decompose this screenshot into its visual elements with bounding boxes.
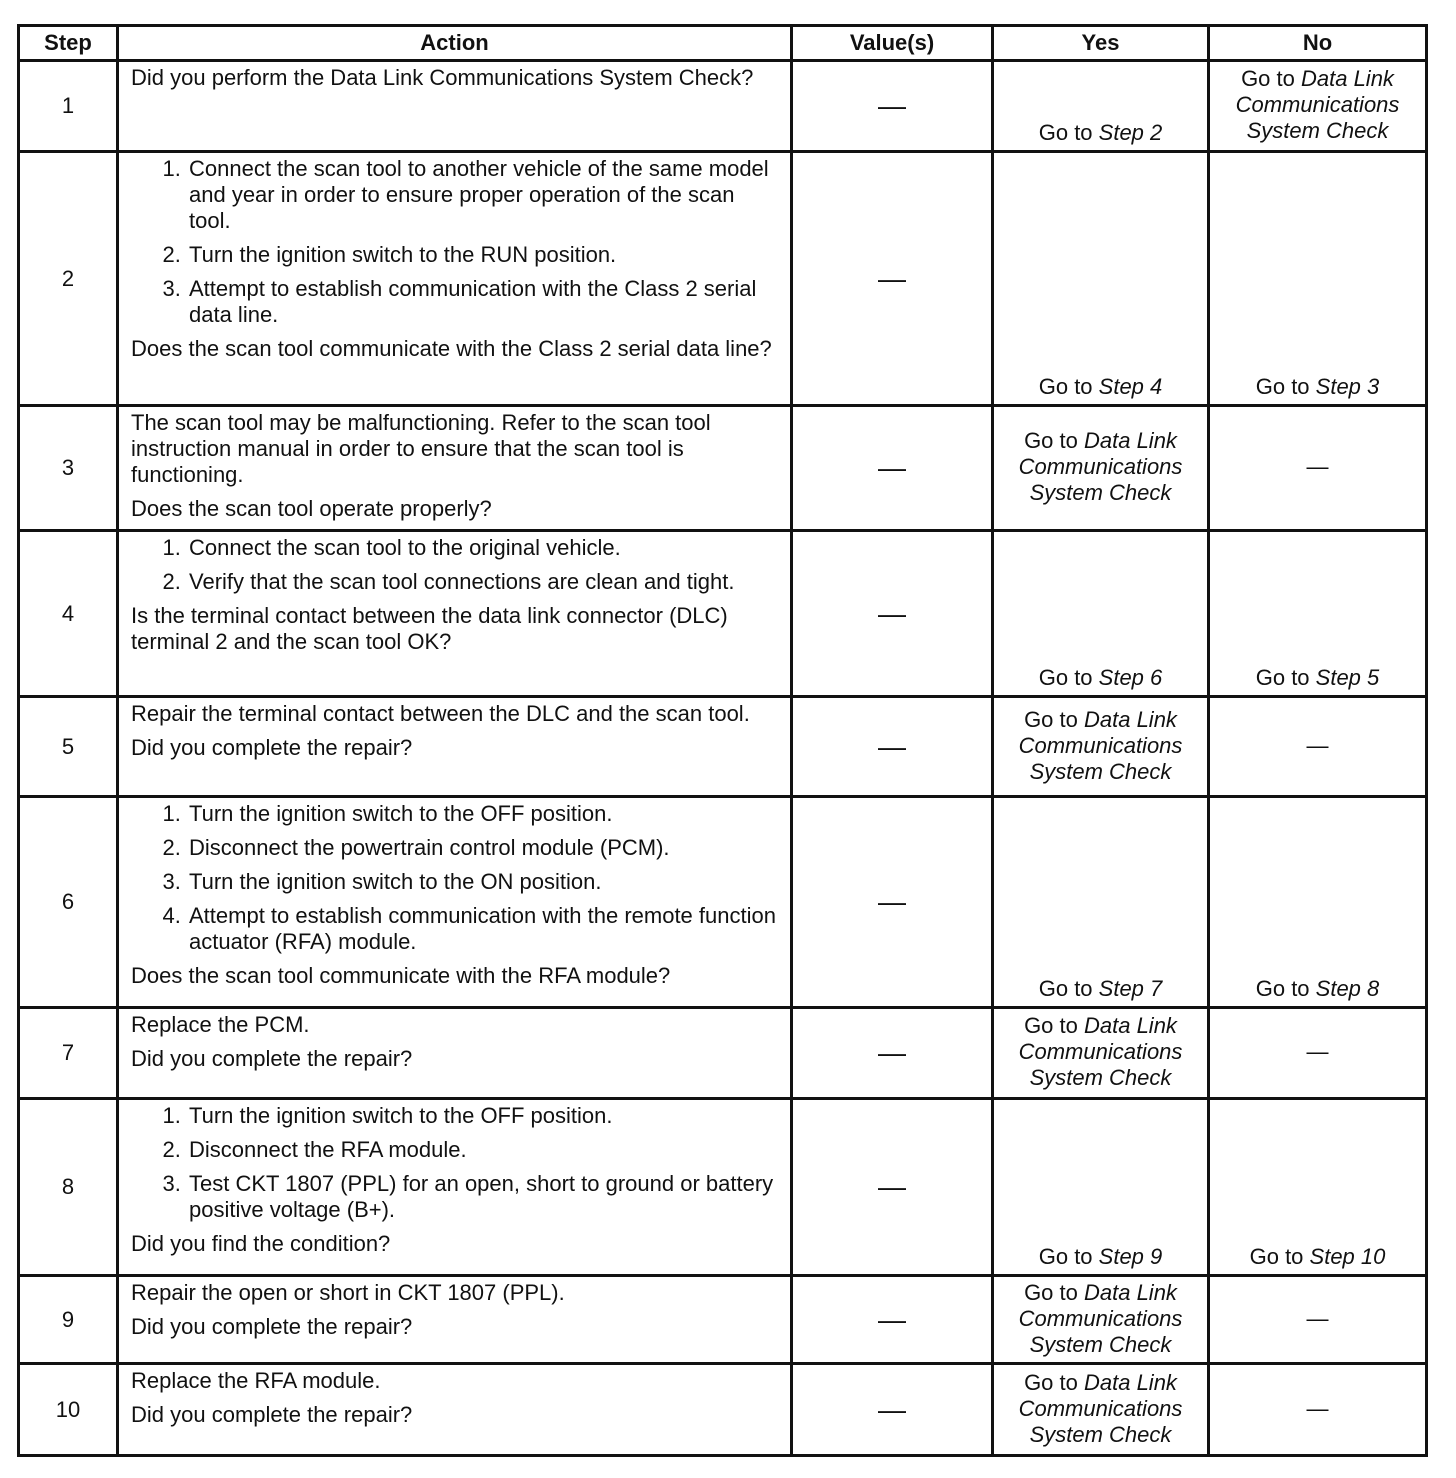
header-action: Action <box>118 26 792 61</box>
yes-cell <box>993 1364 1209 1456</box>
step-number: 5 <box>19 697 118 797</box>
yes-cell <box>993 152 1209 406</box>
yes-goto-reference: Step 6 <box>1098 665 1163 690</box>
action-cell <box>118 152 792 406</box>
yes-goto-reference: Step 7 <box>1098 976 1163 1001</box>
action-step-item: 1. Turn the ignition switch to the OFF position. <box>187 1103 780 1129</box>
yes-cell <box>993 1276 1209 1364</box>
yes-cell <box>993 697 1209 797</box>
no-cell <box>1209 406 1427 531</box>
yes-cell <box>993 797 1209 1008</box>
action-step-item: 1. Connect the scan tool to the original vehicle. <box>187 535 780 561</box>
value-cell: — <box>792 61 993 152</box>
yes-cell <box>993 1008 1209 1099</box>
table-header <box>19 26 1427 61</box>
action-question: Does the scan tool communicate with the RFA module? <box>131 963 671 988</box>
action-step-item: 3. Test CKT 1807 (PPL) for an open, short to ground or battery positive voltage (B+). <box>187 1171 780 1223</box>
action-step-item: 2. Disconnect the RFA module. <box>187 1137 780 1163</box>
yes-goto-text: Go to <box>1024 428 1084 453</box>
no-goto-text: Go to <box>1255 374 1316 399</box>
yes-goto-text: Go to <box>1038 1244 1099 1269</box>
action-text: Repair the terminal contact between the DLC and the scan tool. <box>131 701 750 726</box>
action-cell <box>118 531 792 697</box>
action-cell <box>118 1099 792 1276</box>
action-text: Replace the PCM. <box>131 1012 310 1037</box>
no-goto-reference: Step 3 <box>1315 374 1380 399</box>
no-cell <box>1209 697 1427 797</box>
action-step-item: 2. Verify that the scan tool connections are clean and tight. <box>187 569 780 595</box>
yes-goto-reference: Data Link Communications System Check <box>1018 1369 1183 1447</box>
action-steps-list <box>131 535 780 595</box>
action-cell <box>118 1276 792 1364</box>
no-goto-text: — <box>1306 1395 1329 1421</box>
table-row <box>19 697 1427 797</box>
action-step-item: 3. Attempt to establish communication with the Class 2 serial data line. <box>187 276 780 328</box>
action-step-item: 2. Turn the ignition switch to the RUN position. <box>187 242 780 268</box>
diagnostic-table <box>17 24 1428 1457</box>
action-step-item: 4. Attempt to establish communication with the remote function actuator (RFA) module. <box>187 903 780 955</box>
action-text: Does the scan tool operate properly? <box>131 496 492 521</box>
no-cell <box>1209 531 1427 697</box>
no-goto-reference: Step 10 <box>1309 1244 1386 1269</box>
yes-goto-text: Go to <box>1024 1369 1084 1395</box>
no-cell <box>1209 1099 1427 1276</box>
table-row <box>19 531 1427 697</box>
header-row <box>19 26 1427 61</box>
yes-goto-reference: Step 4 <box>1098 374 1163 399</box>
no-goto-reference: Step 8 <box>1315 976 1380 1001</box>
value-cell: — <box>792 1099 993 1276</box>
value-cell: — <box>792 531 993 697</box>
yes-goto-text: Go to <box>1024 1013 1084 1038</box>
yes-goto-reference: Data Link Communications System Check <box>1018 428 1183 505</box>
no-goto-text: Go to <box>1249 1244 1310 1269</box>
header-step: Step <box>19 26 118 61</box>
action-cell <box>118 1008 792 1099</box>
no-cell <box>1209 152 1427 406</box>
action-cell <box>118 1364 792 1456</box>
action-step-item: 3. Turn the ignition switch to the ON position. <box>187 869 780 895</box>
yes-goto-reference: Step 9 <box>1098 1244 1163 1269</box>
yes-goto-text: Go to <box>1038 665 1099 690</box>
table-row <box>19 797 1427 1008</box>
value-cell: — <box>792 406 993 531</box>
step-number: 10 <box>19 1364 118 1456</box>
value-cell: — <box>792 1276 993 1364</box>
no-goto-text: — <box>1306 1305 1329 1331</box>
header-yes: Yes <box>993 26 1209 61</box>
step-number: 9 <box>19 1276 118 1364</box>
step-number: 7 <box>19 1008 118 1099</box>
header-values: Value(s) <box>792 26 993 61</box>
action-step-item: 1. Turn the ignition switch to the OFF position. <box>187 801 780 827</box>
value-cell: — <box>792 152 993 406</box>
no-cell <box>1209 1008 1427 1099</box>
action-question: Did you find the condition? <box>131 1231 391 1256</box>
step-number: 2 <box>19 152 118 406</box>
action-text: The scan tool may be malfunctioning. Refer to the scan tool instruction manual in order to ensure that the scan tool is functioning. <box>131 410 711 487</box>
yes-goto-text: Go to <box>1038 374 1099 399</box>
no-goto-text: — <box>1306 1039 1329 1064</box>
yes-goto-text: Go to <box>1024 706 1084 732</box>
yes-cell <box>993 531 1209 697</box>
step-number: 6 <box>19 797 118 1008</box>
no-goto-reference: Data Link Communications System Check <box>1235 66 1400 143</box>
action-text: Did you perform the Data Link Communications System Check? <box>131 65 754 90</box>
yes-goto-reference: Data Link Communications System Check <box>1018 706 1183 784</box>
action-steps-list <box>131 801 780 955</box>
action-steps-list <box>131 1103 780 1223</box>
action-text: Did you complete the repair? <box>131 1314 413 1339</box>
no-goto-text: — <box>1306 454 1329 479</box>
table-row <box>19 61 1427 152</box>
table-row <box>19 1008 1427 1099</box>
yes-goto-reference: Step 2 <box>1098 120 1163 145</box>
action-steps-list <box>131 156 780 328</box>
yes-goto-text: Go to <box>1038 976 1099 1001</box>
yes-goto-reference: Data Link Communications System Check <box>1018 1279 1183 1357</box>
no-cell <box>1209 1276 1427 1364</box>
table-row <box>19 406 1427 531</box>
action-cell <box>118 406 792 531</box>
action-question: Is the terminal contact between the data link connector (DLC) terminal 2 and the scan tool OK? <box>131 603 728 654</box>
action-cell <box>118 61 792 152</box>
action-step-item: 1. Connect the scan tool to another vehicle of the same model and year in order to ensure proper operation of the scan tool. <box>187 156 780 234</box>
no-goto-text: Go to <box>1255 976 1316 1001</box>
action-cell <box>118 697 792 797</box>
value-cell: — <box>792 697 993 797</box>
value-cell: — <box>792 1008 993 1099</box>
no-cell <box>1209 1364 1427 1456</box>
no-cell <box>1209 61 1427 152</box>
action-cell <box>118 797 792 1008</box>
step-number: 8 <box>19 1099 118 1276</box>
no-goto-text: Go to <box>1241 66 1301 91</box>
table-row <box>19 1276 1427 1364</box>
value-cell: — <box>792 1364 993 1456</box>
yes-goto-reference: Data Link Communications System Check <box>1018 1013 1183 1090</box>
yes-cell <box>993 61 1209 152</box>
action-text: Replace the RFA module. <box>131 1368 381 1393</box>
action-text: Did you complete the repair? <box>131 735 413 760</box>
action-text: Did you complete the repair? <box>131 1046 413 1071</box>
step-number: 3 <box>19 406 118 531</box>
yes-cell <box>993 1099 1209 1276</box>
no-goto-reference: Step 5 <box>1315 665 1380 690</box>
table-row <box>19 1364 1427 1456</box>
table-row <box>19 152 1427 406</box>
action-step-item: 2. Disconnect the powertrain control module (PCM). <box>187 835 780 861</box>
table-body <box>19 61 1427 1456</box>
action-question: Does the scan tool communicate with the Class 2 serial data line? <box>131 336 772 361</box>
action-text: Repair the open or short in CKT 1807 (PPL). <box>131 1280 565 1305</box>
no-goto-text: Go to <box>1255 665 1316 690</box>
step-number: 1 <box>19 61 118 152</box>
value-cell: — <box>792 797 993 1008</box>
no-cell <box>1209 797 1427 1008</box>
yes-cell <box>993 406 1209 531</box>
yes-goto-text: Go to <box>1024 1279 1084 1305</box>
step-number: 4 <box>19 531 118 697</box>
yes-goto-text: Go to <box>1038 120 1099 145</box>
action-text: Did you complete the repair? <box>131 1402 413 1427</box>
no-goto-text: — <box>1306 732 1329 758</box>
header-no: No <box>1209 26 1427 61</box>
table-row <box>19 1099 1427 1276</box>
